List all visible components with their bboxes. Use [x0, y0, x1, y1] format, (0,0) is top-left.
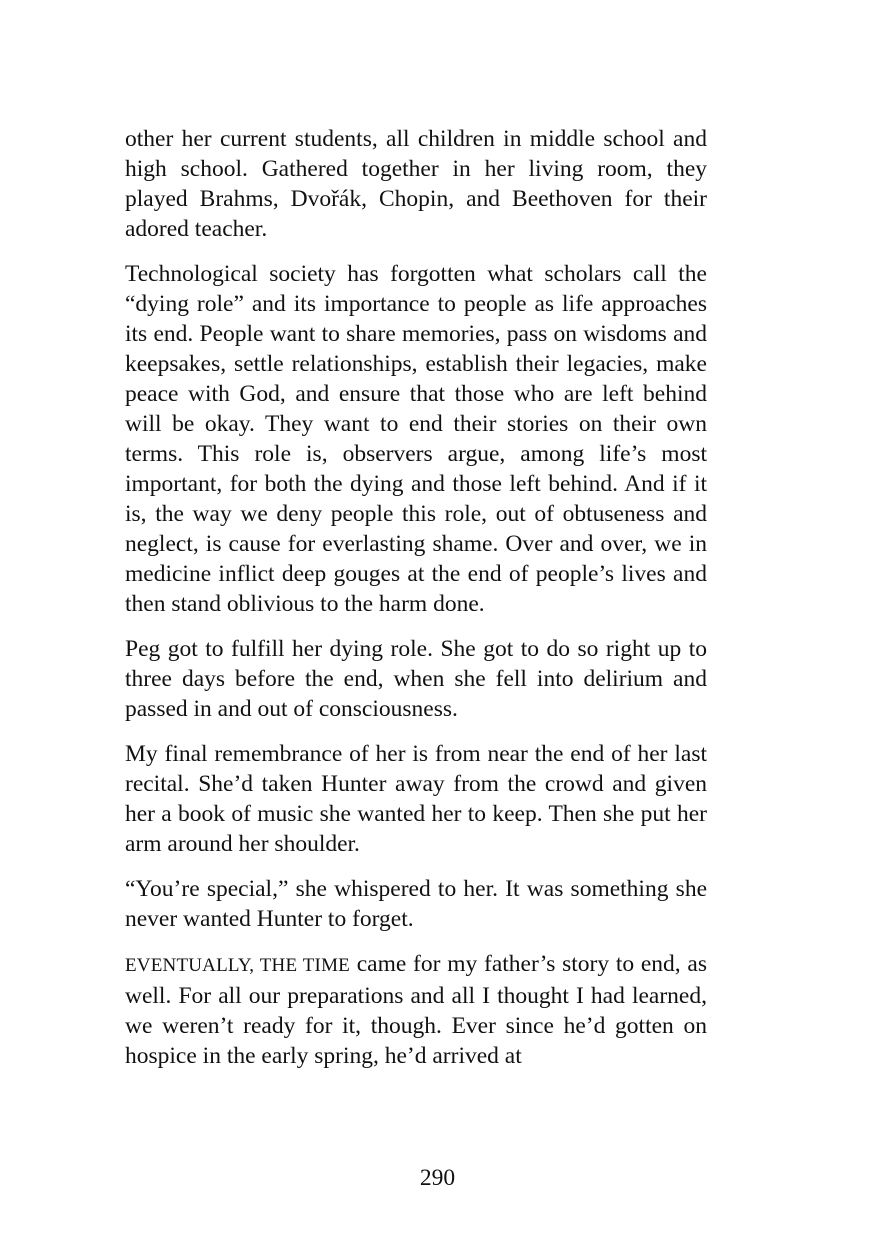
section-lead-in: EVENTUALLY, THE TIME [125, 955, 350, 976]
page-number: 290 [419, 1165, 456, 1191]
paragraph-3: Peg got to fulfill her dying role. She got to do so right up to three days before the end, when she fell into delirium and passed in and out of consciousness. [125, 636, 707, 722]
paragraph-6-text: came for my father’s story to end, as well. For all our preparations and all I thought I had learned, we weren’t ready for it, though. Ever since he’d gotten on hospice in the early spring, he’d arrived at [125, 951, 708, 1069]
paragraph-1: other her current students, all children in middle school and high school. Gathered together in her living room, they played Brahms, Dvořák, Chopin, and Beethoven for their adored teacher. [125, 126, 707, 242]
paragraph-2: Technological society has forgotten what scholars call the “dying role” and its importance to people as life approaches its end. People want to share memories, pass on wisdoms and keepsakes, settle relationships, establish their legacies, make peace with God, and ensure that those who are left behind will be okay. They want to end their stories on their own terms. This role is, observers argue, among life’s most important, for both the dying and those left behind. And if it is, the way we deny people this role, out of obtuseness and neglect, is cause for everlasting shame. Over and over, we in medicine inflict deep gouges at the end of people’s lives and then stand oblivious to the harm done. [125, 261, 707, 617]
paragraph-5: “You’re special,” she whispered to her. It was something she never wanted Hunter to forget. [125, 876, 707, 932]
paragraph-6 [125, 949, 707, 1071]
paragraph-4: My final remembrance of her is from near the end of her last recital. She’d taken Hunter away from the crowd and given her a book of music she wanted her to keep. Then she put her arm around her shoulder. [125, 741, 707, 857]
body-text [125, 124, 707, 1086]
